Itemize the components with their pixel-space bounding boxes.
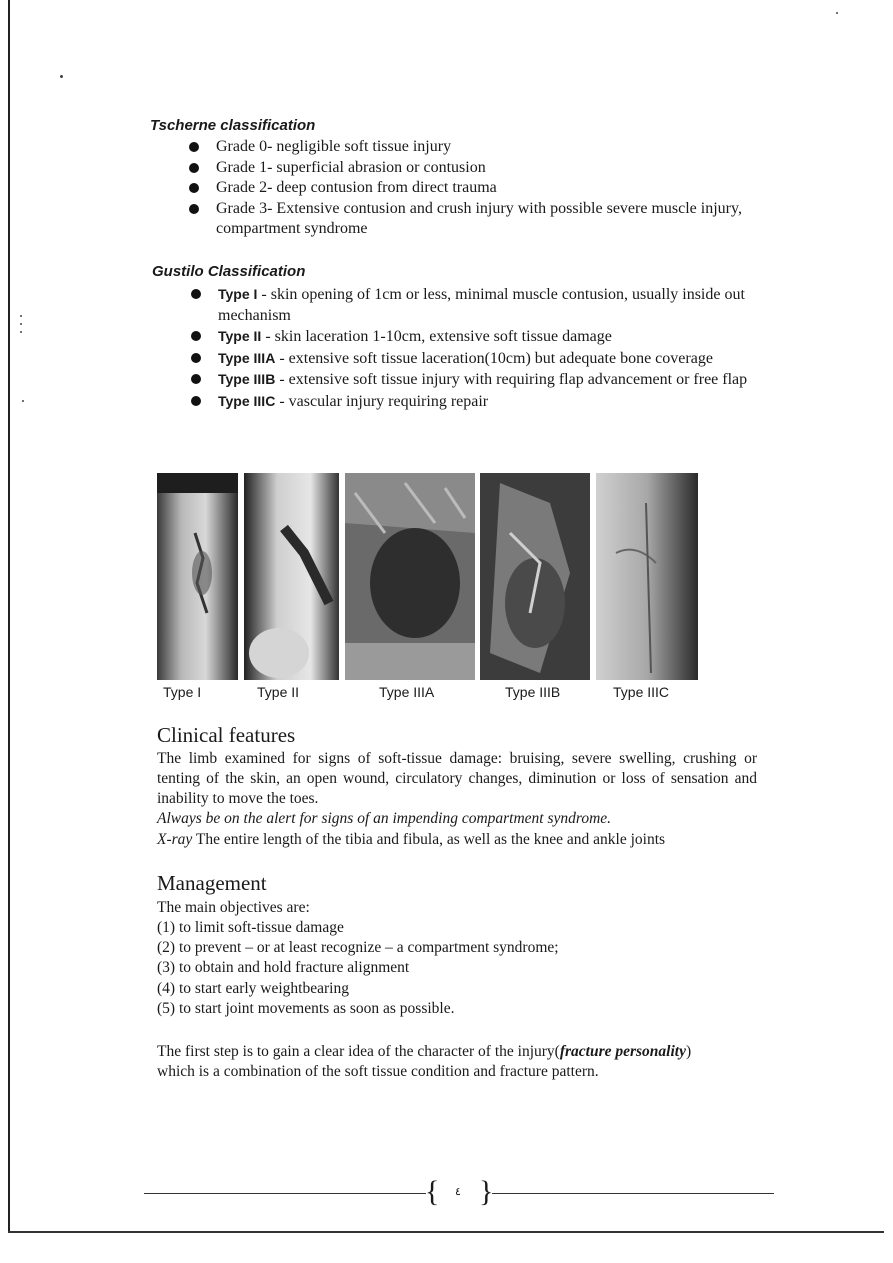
scan-speck — [20, 323, 22, 325]
bullet-icon — [191, 289, 201, 299]
wound-photo-type-iiib — [480, 473, 590, 680]
scan-speck — [60, 75, 63, 78]
bullet-icon — [191, 353, 201, 363]
footer-rule-right — [492, 1193, 774, 1194]
scan-speck — [20, 331, 22, 333]
list-item: Grade 1- superficial abrasion or contusion — [216, 158, 756, 179]
first-step-paragraph: The first step is to gain a clear idea of the character of the injury(fracture personality) which is a combination of the soft tissue condition and fracture pattern. — [157, 1043, 692, 1081]
clinical-heading: Clinical features — [157, 723, 296, 747]
list-item: Type IIIC - vascular injury requiring repair — [218, 391, 748, 413]
page-edge-left — [8, 0, 10, 1232]
wound-photo-type-i — [157, 473, 238, 680]
figure-caption: Type I — [163, 684, 202, 700]
list-item: (5) to start joint movements as soon as possible. — [157, 999, 455, 1017]
management-heading: Management — [157, 871, 267, 895]
compartment-alert: Always be on the alert for signs of an impending compartment syndrome. — [157, 810, 612, 827]
figure-caption: Type IIIC — [613, 684, 670, 700]
page-edge-bottom — [8, 1231, 884, 1233]
bullet-icon — [189, 204, 199, 214]
footer-bracket-left: { — [425, 1175, 440, 1208]
gustilo-list — [218, 284, 748, 412]
clinical-paragraph: The limb examined for signs of soft-tissue damage: bruising, severe swelling, crushing or tenting of the skin, an open wound, circulatory changes, diminution or loss of sensation and inability to move the toes. — [157, 750, 757, 808]
footer-bracket-right: } — [479, 1175, 494, 1208]
bullet-icon — [191, 374, 201, 384]
management-intro: The main objectives are: — [157, 899, 310, 916]
tscherne-list — [216, 137, 756, 240]
list-item: Grade 3- Extensive contusion and crush injury with possible severe muscle injury, compartment syndrome — [216, 199, 756, 240]
footer-rule-left — [144, 1193, 426, 1194]
list-item: Type IIIA - extensive soft tissue laceration(10cm) but adequate bone coverage — [218, 348, 748, 370]
bullet-icon — [189, 163, 199, 173]
list-item: Type II - skin laceration 1-10cm, extensive soft tissue damage — [218, 326, 748, 348]
objectives-list — [157, 918, 757, 1019]
bullet-icon — [189, 183, 199, 193]
xray-line: X-ray The entire length of the tibia and fibula, as well as the knee and ankle joints — [157, 831, 666, 848]
list-item: Grade 2- deep contusion from direct trauma — [216, 178, 756, 199]
scan-speck — [22, 400, 24, 402]
gustilo-heading: Gustilo Classification — [152, 263, 306, 280]
figure-caption: Type II — [257, 684, 300, 700]
scan-speck — [836, 12, 838, 14]
bullet-icon — [191, 331, 201, 341]
bullet-icon — [191, 396, 201, 406]
list-item: Type IIIB - extensive soft tissue injury with requiring flap advancement or free flap — [218, 369, 748, 391]
list-item: (1) to limit soft-tissue damage — [157, 919, 344, 936]
figure-caption: Type IIIB — [505, 684, 561, 700]
bullet-icon — [189, 142, 199, 152]
list-item: Grade 0- negligible soft tissue injury — [216, 137, 756, 158]
page-number: ٤ — [455, 1186, 461, 1198]
list-item: (4) to start early weightbearing — [157, 979, 349, 997]
list-item: (3) to obtain and hold fracture alignment — [157, 959, 410, 977]
wound-photo-type-ii — [244, 473, 339, 680]
tscherne-heading: Tscherne classification — [150, 117, 316, 134]
wound-photo-type-iiic — [596, 473, 698, 680]
wound-photo-type-iiia — [345, 473, 475, 680]
list-item: (2) to prevent – or at least recognize – a compartment syndrome; — [157, 939, 559, 957]
figure-caption: Type IIIA — [379, 684, 435, 700]
list-item: Type I - skin opening of 1cm or less, minimal muscle contusion, usually inside out mechanism — [218, 284, 748, 326]
scan-speck — [20, 315, 22, 317]
